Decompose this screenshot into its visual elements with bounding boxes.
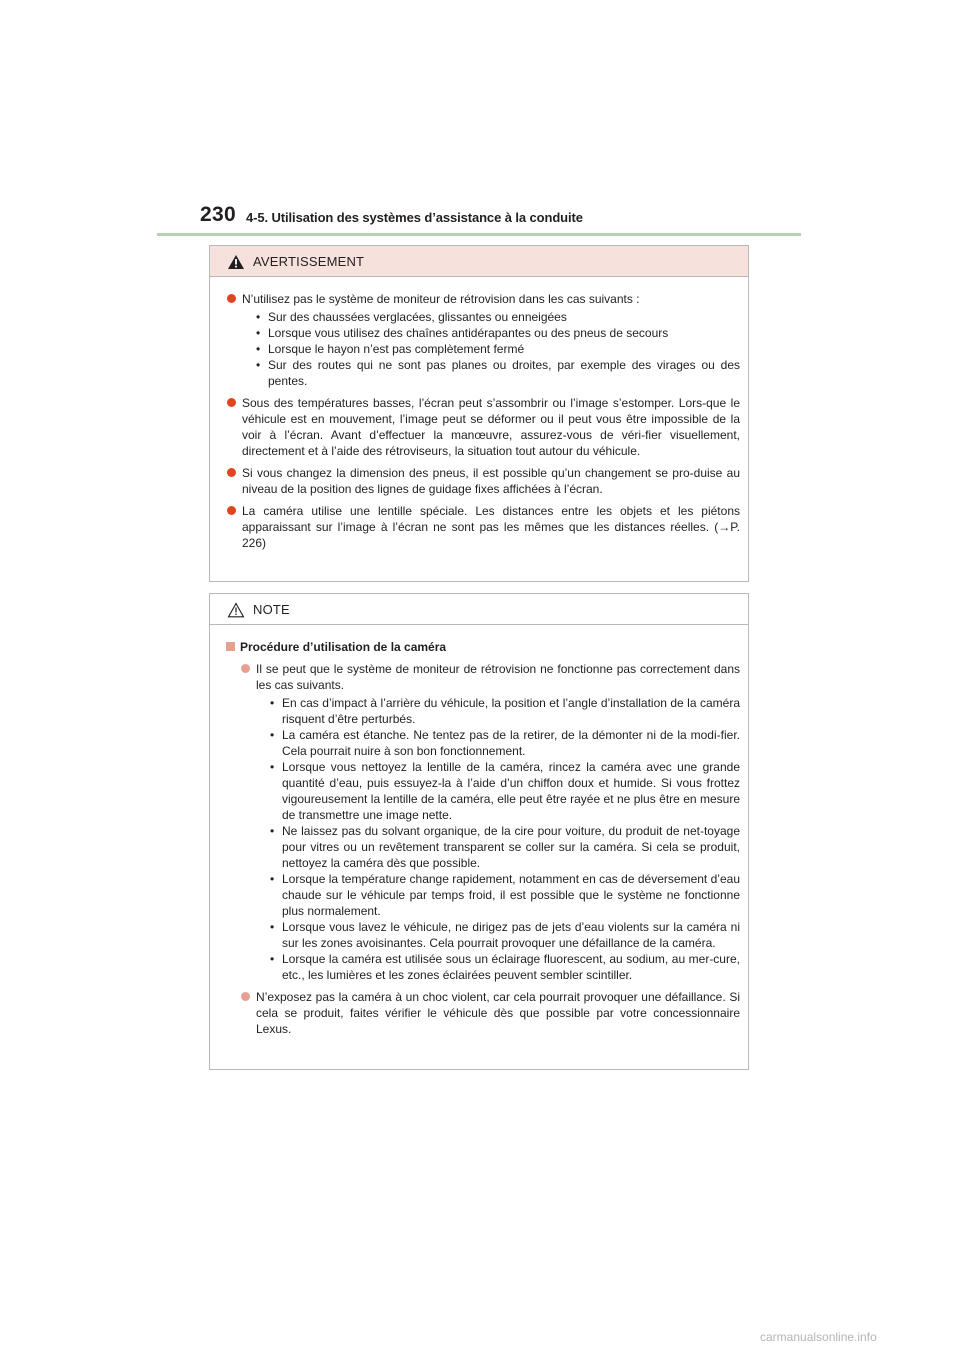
- warning-item: [226, 291, 740, 389]
- warning-item-text: N’utilisez pas le système de moniteur de rétrovision dans les cas suivants :: [242, 292, 640, 306]
- list-item: • Lorsque la caméra est utilisée sous un éclairage fluorescent, au sodium, au mer-cure, etc., les lumières et les zones éclairées peuvent sembler scintiller.: [270, 952, 740, 982]
- warning-sub-list: [242, 309, 740, 389]
- page-header: [200, 203, 800, 233]
- list-item-text: Lorsque la caméra est utilisée sous un éclairage fluorescent, au sodium, au mer-cure, etc., les lumières et les zones éclairées peuvent sembler scintiller.: [282, 952, 740, 982]
- note-item: [240, 661, 740, 983]
- list-item-text: Sur des chaussées verglacées, glissantes ou enneigées: [268, 310, 567, 324]
- warning-body: [210, 277, 748, 551]
- list-item-text: Lorsque le hayon n’est pas complètement fermé: [268, 342, 525, 356]
- warning-item: [226, 395, 740, 459]
- note-heading: [226, 639, 740, 655]
- note-items: [226, 661, 740, 1037]
- note-item: [240, 989, 740, 1037]
- warning-item-text: Si vous changez la dimension des pneus, il est possible qu’un changement se pro-duise au niveau de la position des lignes de guidage fixes affichées à l’écran.: [242, 466, 740, 496]
- bullet-dot-icon: [241, 992, 250, 1001]
- warning-header: [210, 246, 748, 277]
- page-number: 230: [200, 203, 236, 226]
- list-item: • Ne laissez pas du solvant organique, de la cire pour voiture, du produit de net-toyage pour vitres ou un revêtement transparent se coller sur la caméra. Si cela se produit, nettoyez la caméra dès que possible.: [270, 824, 740, 870]
- list-item-text: Lorsque la température change rapidement, notamment en cas de déversement d’eau chaude sur le véhicule par temps froid, il est possible que le système ne fonctionne plus normalement.: [282, 872, 740, 918]
- note-item-text: N’exposez pas la caméra à un choc violent, car cela pourrait provoquer une défaillance. Si cela se produit, faites vérifier le véhicule dès que possible par votre concessionnaire Lexus.: [256, 990, 740, 1036]
- list-item: • Sur des chaussées verglacées, glissantes ou enneigées: [256, 310, 567, 324]
- warning-box: [209, 245, 749, 582]
- warning-item: [226, 503, 740, 551]
- list-item: • En cas d’impact à l’arrière du véhicule, la position et l’angle d’installation de la caméra risquent d’être perturbés.: [270, 696, 740, 726]
- list-item-text: La caméra est étanche. Ne tentez pas de la retirer, de la démonter ni de la modi-fier. Cela pourrait nuire à son bon fonctionnement.: [282, 728, 740, 758]
- bullet-dot-icon: [227, 506, 236, 515]
- note-title: NOTE: [253, 602, 290, 617]
- warning-title: AVERTISSEMENT: [253, 254, 365, 269]
- list-item: • La caméra est étanche. Ne tentez pas de la retirer, de la démonter ni de la modi-fier. Cela pourrait nuire à son bon fonctionnement.: [270, 728, 740, 758]
- bullet-dot-icon: [227, 468, 236, 477]
- list-item: • Lorsque la température change rapidement, notamment en cas de déversement d’eau chaude sur le véhicule par temps froid, il est possible que le système ne fonctionne plus normalement.: [270, 872, 740, 918]
- note-heading-text: Procédure d’utilisation de la caméra: [240, 640, 447, 654]
- bullet-dot-icon: [227, 294, 236, 303]
- list-item: • Lorsque vous nettoyez la lentille de la caméra, rincez la caméra avec une grande quantité d’eau, puis essuyez-la à l’aide d’un chiffon doux et humide. Si vous frottez vigoureusement la lentille de la caméra, elle peut être rayée et ne plus être en mesure de transmettre une image nette.: [270, 760, 740, 822]
- list-item-text: Lorsque vous nettoyez la lentille de la caméra, rincez la caméra avec une grande quantité d’eau, puis essuyez-la à l’aide d’un chiffon doux et humide. Si vous frottez vigoureusement la lentille de la caméra, elle peut être rayée et ne plus être en mesure de transmettre une image nette.: [282, 760, 740, 822]
- list-item-text: Sur des routes qui ne sont pas planes ou droites, par exemple des virages ou des pentes.: [268, 358, 740, 388]
- footer-watermark: carmanualsonline.info: [760, 1330, 877, 1344]
- list-item: • Lorsque vous utilisez des chaînes antidérapantes ou des pneus de secours: [256, 326, 669, 340]
- note-body: [210, 625, 748, 1037]
- warning-item-text: La caméra utilise une lentille spéciale. Les distances entre les objets et les piétons apparaissant sur l’image à l’écran ne sont pas les mêmes que les distances réelles. (→P. 226): [242, 504, 740, 550]
- note-triangle-icon: [227, 602, 245, 618]
- header-divider: [157, 233, 801, 236]
- warning-item: [226, 465, 740, 497]
- list-item: • Sur des routes qui ne sont pas planes ou droites, par exemple des virages ou des pentes.: [256, 358, 740, 388]
- bullet-dot-icon: [241, 664, 250, 673]
- note-item-text: Il se peut que le système de moniteur de rétrovision ne fonctionne pas correctement dans les cas suivants.: [256, 662, 740, 692]
- warning-item-text: Sous des températures basses, l’écran peut s’assombrir ou l’image s’estomper. Lors-que le véhicule est en mouvement, l’image peut se déformer ou il peut vous être impossible de la voir à l’écran. Avant d’effectuer la manœuvre, assurez-vous de véri-fier visuellement, directement et à l’aide des rétroviseurs, la situation tout autour du véhicule.: [242, 396, 740, 458]
- warning-triangle-icon: [227, 254, 245, 270]
- list-item-text: En cas d’impact à l’arrière du véhicule, la position et l’angle d’installation de la caméra risquent d’être perturbés.: [282, 696, 740, 726]
- note-header: [210, 594, 748, 625]
- section-title: 4-5. Utilisation des systèmes d’assistance à la conduite: [246, 210, 583, 225]
- note-box: [209, 593, 749, 1070]
- note-sub-list: [256, 695, 740, 983]
- list-item-text: Lorsque vous utilisez des chaînes antidérapantes ou des pneus de secours: [268, 326, 669, 340]
- square-bullet-icon: [226, 642, 235, 651]
- bullet-dot-icon: [227, 398, 236, 407]
- list-item: • Lorsque vous lavez le véhicule, ne dirigez pas de jets d’eau violents sur la caméra ni sur les zones avoisinantes. Cela pourrait provoquer une défaillance de la caméra.: [270, 920, 740, 950]
- list-item: • Lorsque le hayon n’est pas complètement fermé: [256, 342, 525, 356]
- list-item-text: Ne laissez pas du solvant organique, de la cire pour voiture, du produit de net-toyage pour vitres ou un revêtement transparent se coller sur la caméra. Si cela se produit, nettoyez la caméra dès que possible.: [282, 824, 740, 870]
- list-item-text: Lorsque vous lavez le véhicule, ne dirigez pas de jets d’eau violents sur la caméra ni sur les zones avoisinantes. Cela pourrait provoquer une défaillance de la caméra.: [282, 920, 740, 950]
